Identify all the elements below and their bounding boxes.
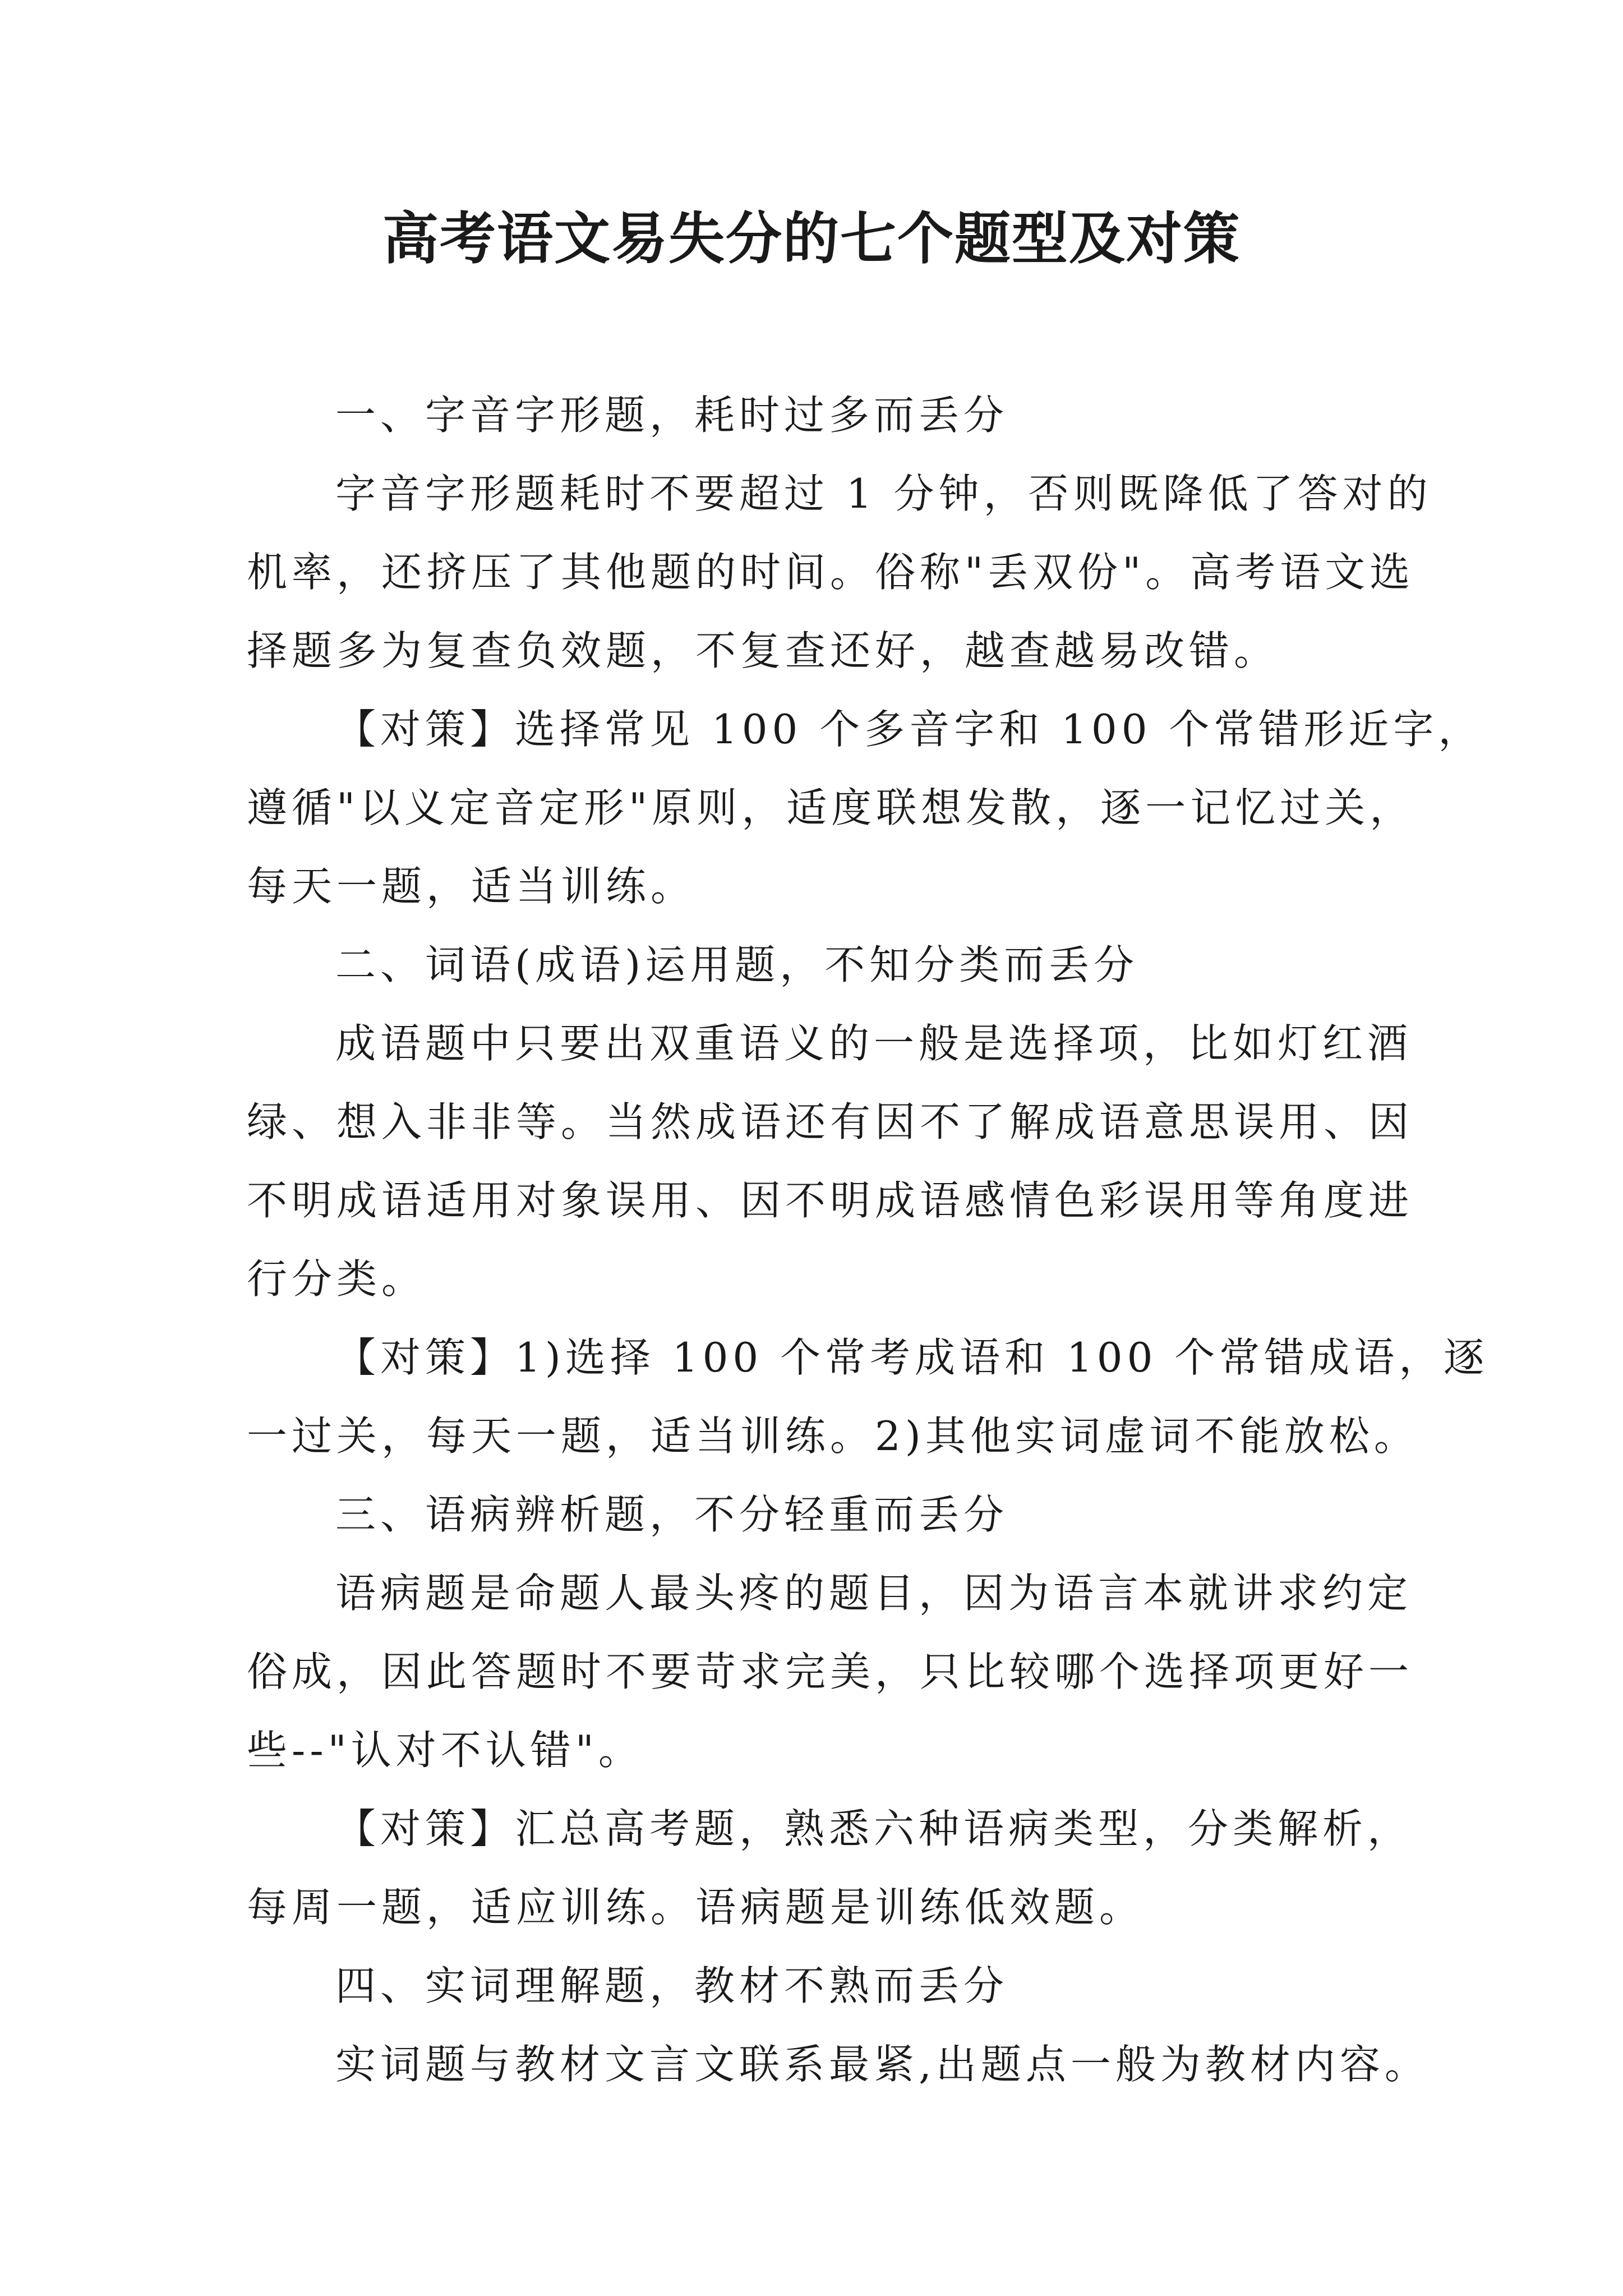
strategy-line: 【对策】汇总高考题，熟悉六种语病类型，分类解析， [335, 1805, 1413, 1852]
paragraph-line: 行分类。 [247, 1255, 427, 1303]
paragraph-line: 成语题中只要出双重语义的一般是选择项，比如灯红酒 [335, 1020, 1413, 1067]
strategy-line: 每天一题，适当训练。 [247, 863, 696, 910]
section-heading-1: 一、字音字形题，耗时过多而丢分 [335, 392, 1009, 439]
section-heading-3: 三、语病辨析题，不分轻重而丢分 [335, 1491, 1009, 1538]
paragraph-line: 俗成，因此答题时不要苛求完美，只比较哪个选择项更好一 [247, 1648, 1414, 1695]
strategy-line: 遵循"以义定音定形"原则，适度联想发散，逐一记忆过关， [247, 784, 1415, 831]
paragraph-line: 机率，还挤压了其他题的时间。俗称"丢双份"。高考语文选 [247, 549, 1415, 596]
section-heading-4: 四、实词理解题，教材不熟而丢分 [335, 1962, 1009, 2009]
section-heading-2: 二、词语(成语)运用题，不知分类而丢分 [335, 941, 1139, 988]
strategy-line: 一过关，每天一题，适当训练。2)其他实词虚词不能放松。 [247, 1412, 1419, 1460]
paragraph-line: 实词题与教材文言文联系最紧,出题点一般为教材内容。 [335, 2041, 1430, 2088]
paragraph-line: 字音字形题耗时不要超过 1 分钟，否则既降低了答对的 [335, 470, 1432, 517]
paragraph-line: 择题多为复查负效题，不复查还好，越查越易改错。 [247, 627, 1279, 674]
paragraph-line: 些--"认对不认错"。 [247, 1727, 643, 1774]
strategy-line: 每周一题，适应训练。语病题是训练低效题。 [247, 1884, 1145, 1931]
paragraph-line: 绿、想入非非等。当然成语还有因不了解成语意思误用、因 [247, 1098, 1414, 1145]
paragraph-line: 不明成语适用对象误用、因不明成语感情色彩误用等角度进 [247, 1177, 1414, 1224]
strategy-line: 【对策】选择常见 100 个多音字和 100 个常错形近字， [335, 706, 1483, 753]
paragraph-line: 语病题是命题人最头疼的题目，因为语言本就讲求约定 [335, 1570, 1413, 1617]
document-title: 高考语文易失分的七个题型及对策 [382, 205, 1241, 272]
strategy-line: 【对策】1)选择 100 个常考成语和 100 个常错成语，逐 [335, 1334, 1489, 1381]
